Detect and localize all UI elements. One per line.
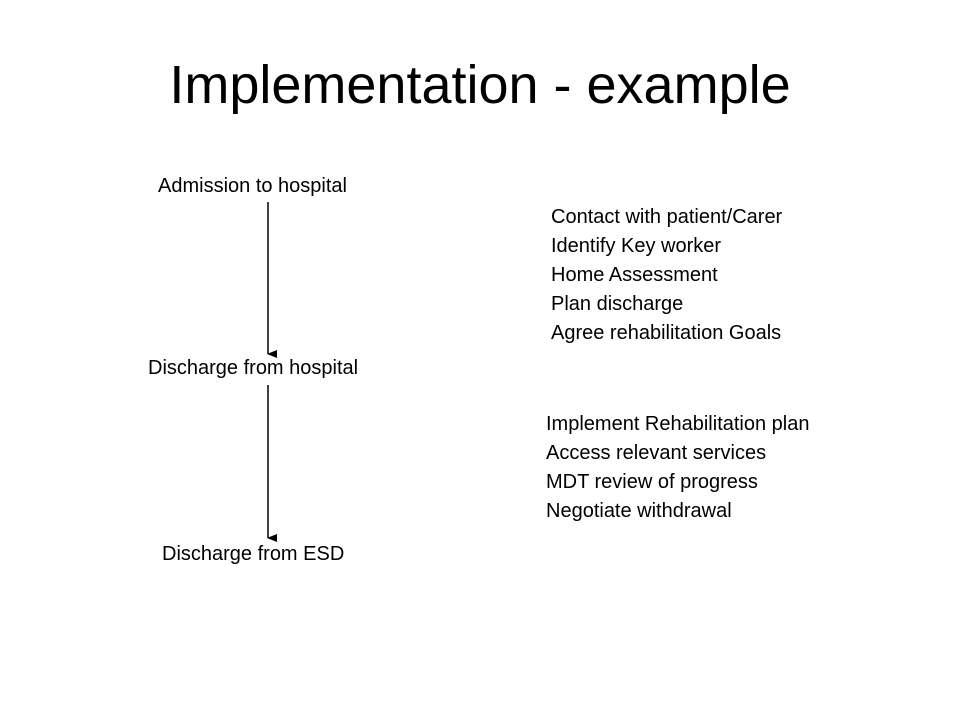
step-item: MDT review of progress [546,471,758,493]
step-item: Implement Rehabilitation plan [546,413,810,435]
slide-title: Implementation - example [169,55,791,115]
step-item: Negotiate withdrawal [546,500,732,522]
step-item: Identify Key worker [551,235,722,257]
stage-admission-label: Admission to hospital [158,175,347,197]
step-item: Plan discharge [551,293,684,315]
step-item: Home Assessment [551,264,718,286]
stage-discharge-hospital-label: Discharge from hospital [148,357,359,379]
step-item: Agree rehabilitation Goals [551,322,782,344]
step-item: Contact with patient/Carer [551,206,783,228]
post-discharge-step-list [546,410,810,526]
step-item: Access relevant services [546,442,767,464]
stage-discharge-esd-label: Discharge from ESD [162,543,345,565]
in-hospital-step-list [551,203,782,348]
